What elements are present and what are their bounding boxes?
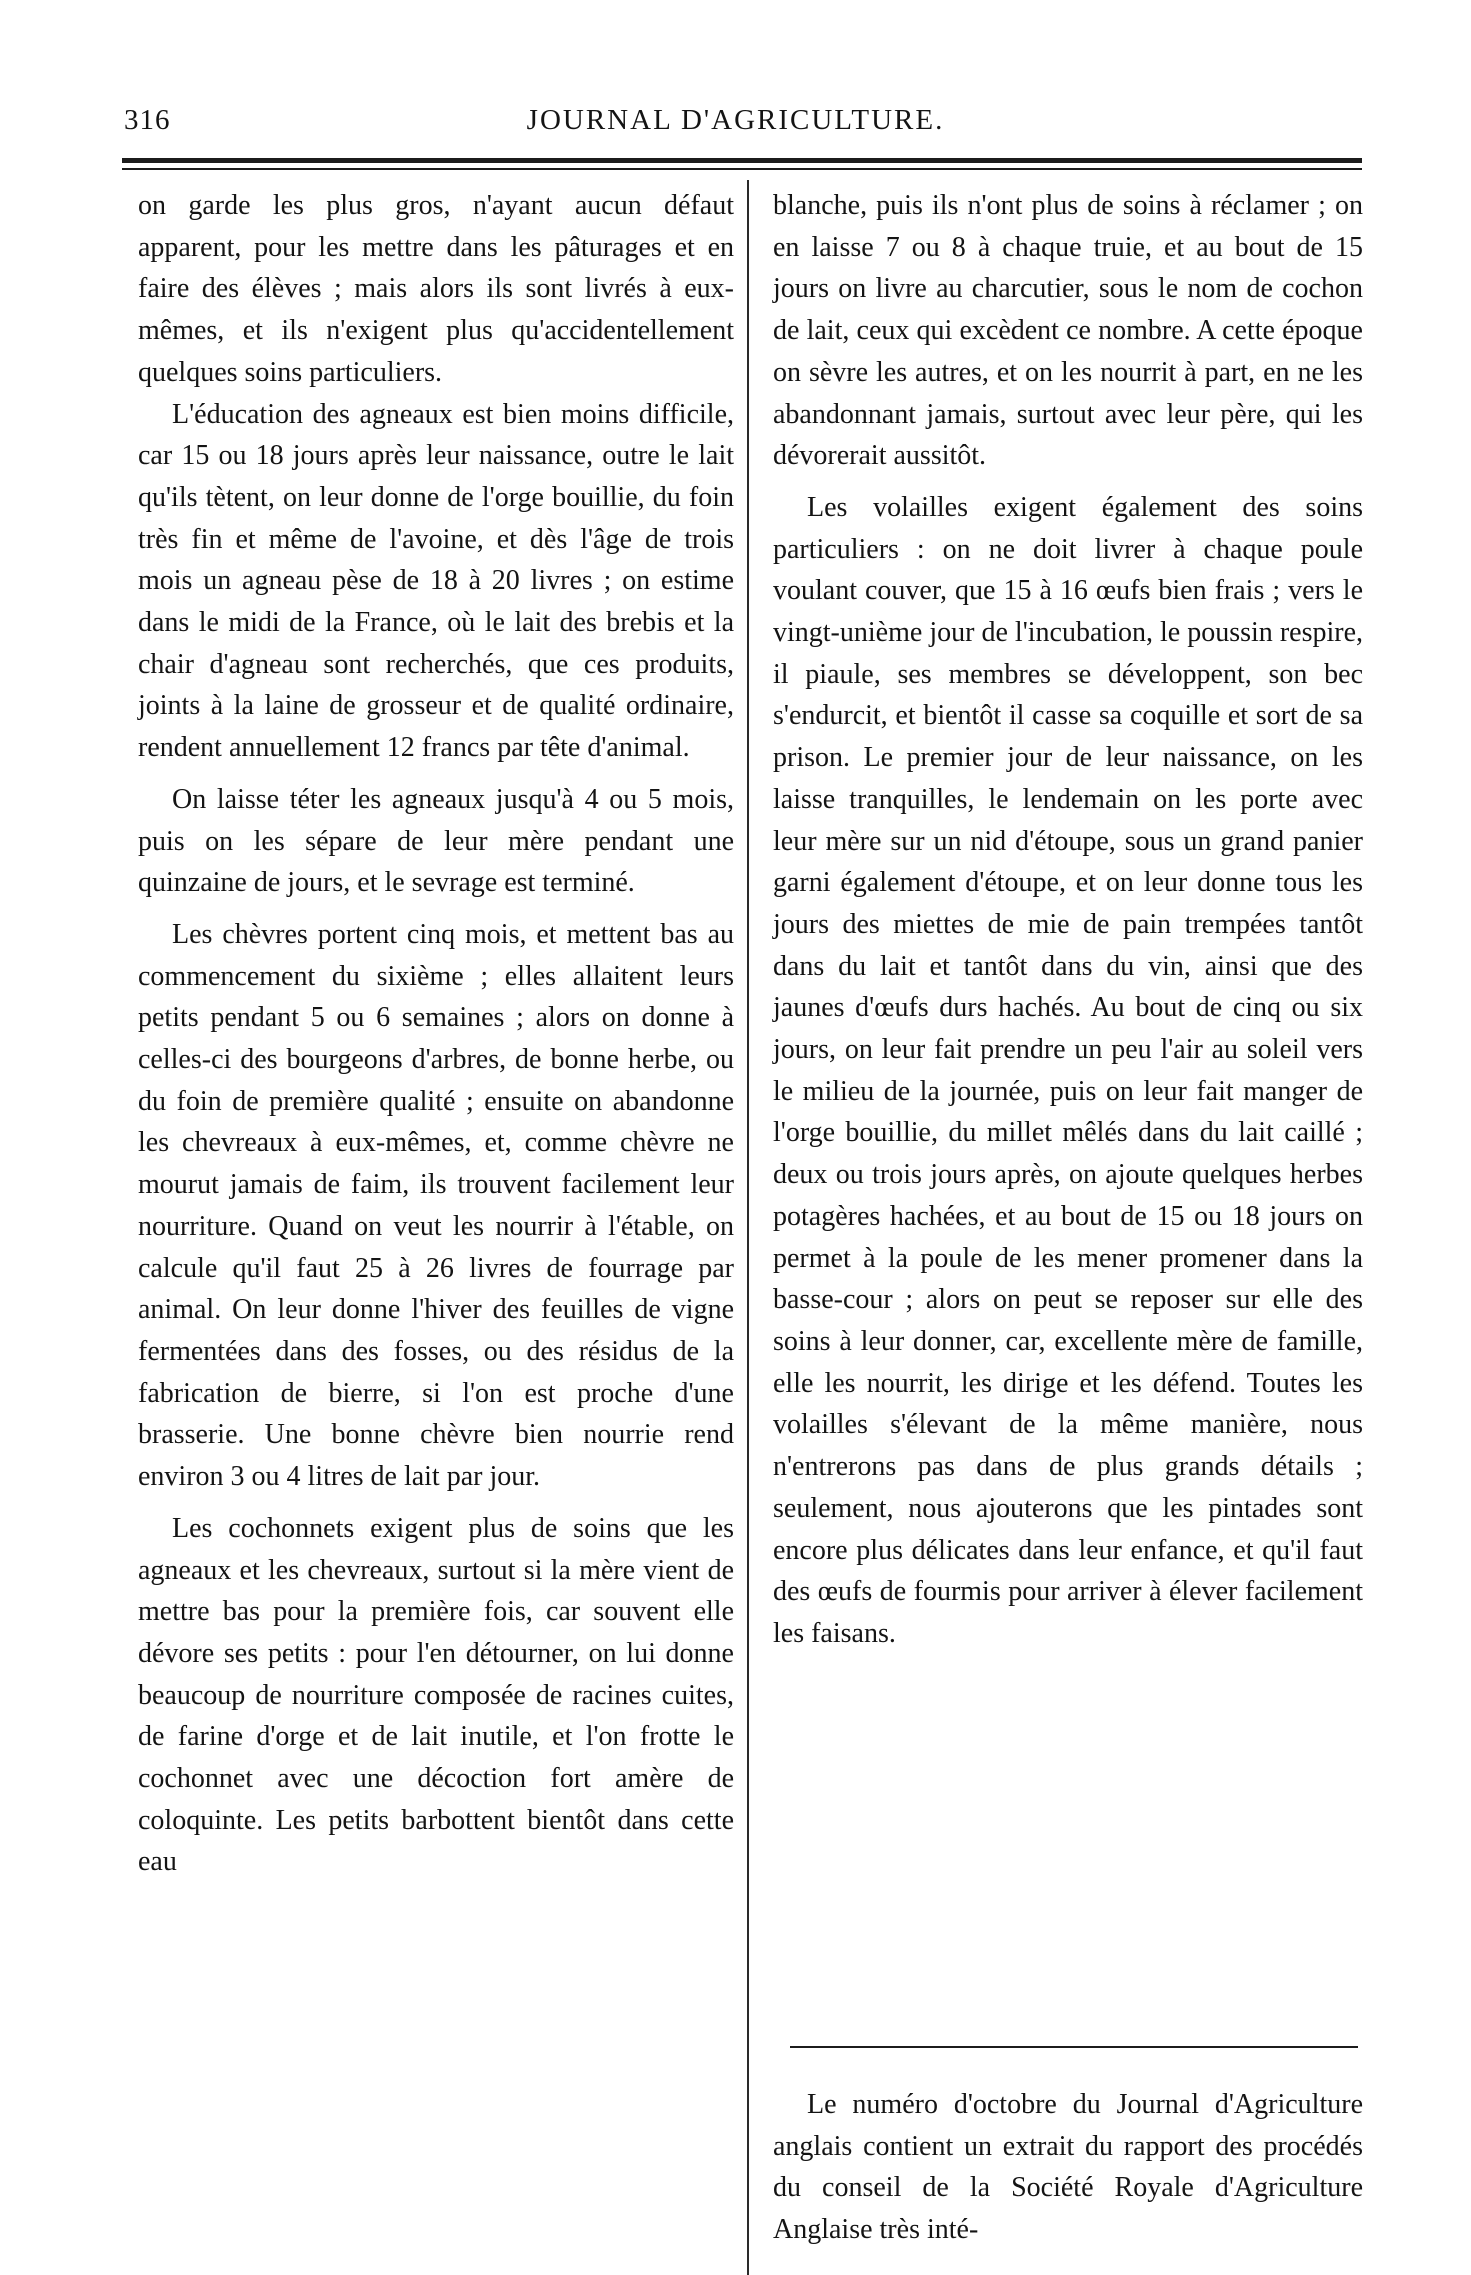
header-rule-thin [122,168,1362,170]
section-separator [790,2046,1358,2048]
journal-note [773,2084,1363,2251]
right-column [773,185,1363,1655]
note-paragraph: Le numéro d'octobre du Journal d'Agriculture anglais contient un extrait du rapport des procédés du conseil de la Société Royale d'Agriculture Anglaise très inté- [773,2089,1363,2246]
left-paragraph-1: on garde les plus gros, n'ayant aucun défaut apparent, pour les mettre dans les pâturages et en faire des élèves ; mais alors ils sont livrés à eux-mêmes, et ils n'exigent plus qu'accidentellement quelques soins particuliers. [138,190,734,388]
column-divider [747,180,749,2275]
left-paragraph-2: L'éducation des agneaux est bien moins difficile, car 15 ou 18 jours après leur naissance, outre le lait qu'ils tètent, on leur donne de l'orge bouillie, du foin très fin et même de l'avoine, et dès l'âge de trois mois un agneau pèse de 18 à 20 livres ; on estime dans le midi de la France, où le lait des brebis et la chair d'agneau sont recherchés, que ces produits, joints à la laine de grosseur et de qualité ordinaire, rendent annuellement 12 francs par tête d'animal. [138,398,734,764]
page-number: 316 [124,104,171,136]
running-title: JOURNAL D'AGRICULTURE. [526,104,945,136]
left-paragraph-4: Les chèvres portent cinq mois, et mettent bas au commencement du sixième ; elles allaitent leurs petits pendant 5 ou 6 semaines ; alors on donne à celles-ci des bourgeons d'arbres, de bonne herbe, ou du foin de première qualité ; ensuite on abandonne les chevreaux à eux-mêmes, et, comme chèvre ne mourut jamais de faim, ils trouvent facilement leur nourriture. Quand on veut les nourrir à l'étable, on calcule qu'il faut 25 à 26 livres de fourrage par animal. On leur donne l'hiver des feuilles de vigne fermentées dans des fosses, ou des résidus de la fabrication de bierre, si l'on est proche d'une brasserie. Une bonne chèvre bien nourrie rend environ 3 ou 4 litres de lait par jour. [138,918,734,1493]
right-paragraph-1: blanche, puis ils n'ont plus de soins à réclamer ; on en laisse 7 ou 8 à chaque truie, et au bout de 15 jours on livre au charcutier, sous le nom de cochon de lait, ceux qui excèdent ce nombre. A cette époque on sèvre les autres, et on les nourrit à part, en ne les abandonnant jamais, surtout avec leur père, qui les dévorerait aussitôt. [773,190,1363,472]
header-rule-thick [122,158,1362,163]
left-paragraph-3: On laisse téter les agneaux jusqu'à 4 ou 5 mois, puis on les sépare de leur mère pendant une quinzaine de jours, et le sevrage est terminé. [138,783,734,899]
left-paragraph-5: Les cochonnets exigent plus de soins que les agneaux et les chevreaux, surtout si la mère vient de mettre bas pour la première fois, car souvent elle dévore ses petits : pour l'en détourner, on lui donne beaucoup de nourriture composée de racines cuites, de farine d'orge et de lait inutile, et l'on frotte le cochonnet avec une décoction fort amère de coloquinte. Les petits barbottent bientôt dans cette eau [138,1512,734,1878]
right-paragraph-2: Les volailles exigent également des soins particuliers : on ne doit livrer à chaque poule voulant couver, que 15 à 16 œufs bien frais ; vers le vingt-unième jour de l'incubation, le poussin respire, il piaule, ses membres se développent, son bec s'endurcit, et bientôt il casse sa coquille et sort de sa prison. Le premier jour de leur naissance, on les laisse tranquilles, le lendemain on les porte avec leur mère sur un nid d'étoupe, sous un grand panier garni également d'étoupe, et on leur donne tous les jours des miettes de mie de pain trempées tantôt dans du lait et tantôt dans du vin, ainsi que des jaunes d'œufs durs hachés. Au bout de cinq ou six jours, on leur fait prendre un peu l'air au soleil vers le milieu de la journée, puis on leur fait manger de l'orge bouillie, du millet mêlés dans du lait caillé ; deux ou trois jours après, on ajoute quelques herbes potagères hachées, et au bout de 15 ou 18 jours on permet à la poule de les mener promener dans la basse-cour ; alors on peut se reposer sur elle des soins à leur donner, car, excellente mère de famille, elle les nourrit, les dirige et les défend. Toutes les volailles s'élevant de la même manière, nous n'entrerons pas dans de plus grands détails ; seulement, nous ajouterons que les pintades sont encore plus délicates dans leur enfance, et qu'il faut des œufs de fourmis pour arriver à élever facilement les faisans. [773,491,1363,1649]
left-column [138,185,734,1883]
